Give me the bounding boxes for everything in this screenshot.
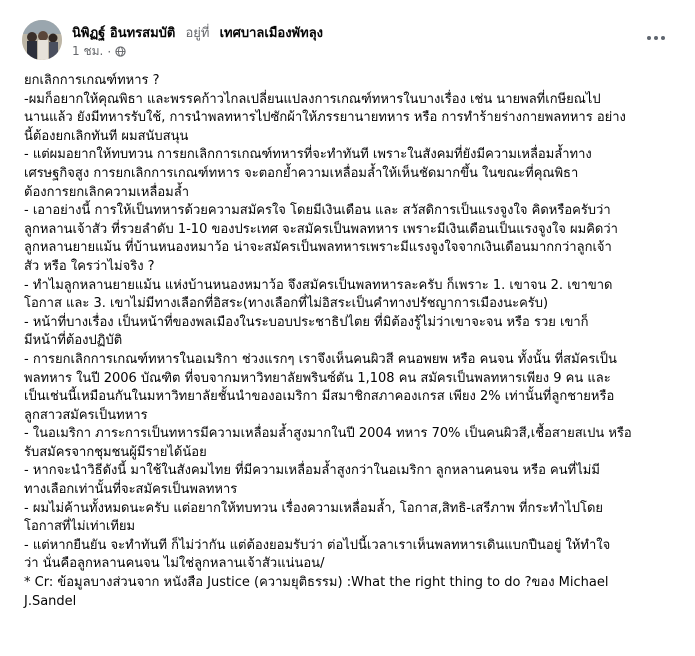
post-text-line: พลทหาร ในปี 2006 บัณฑิต ที่จบจากมหาวิทยาลัยพรินซ์ตัน 1,108 คน สมัครเป็นพลทหารเพียง 9 คน และ — [24, 370, 611, 386]
post-text-line: - ทำไมลูกหลานยายแม้น แห่งบ้านหนองหมาว้อ จึงสมัครเป็นพลทหารละครับ ก็เพราะ 1. เขาจน 2. เขาขาด — [24, 277, 613, 293]
post-text-line: * Cr: ข้อมูลบางส่วนจาก หนังสือ Justice (ความยุติธรรม) :What the right thing to do ?ของ Michael — [24, 575, 609, 591]
post-text-line: สัว หรือ ใครว่าไม่จริง ? — [24, 258, 155, 274]
more-options-icon[interactable] — [641, 26, 671, 50]
author-name[interactable]: นิพิฏฐ์ อินทรสมบัติ — [72, 26, 176, 41]
post-text-line: รับสมัครจากชุมชนผู้มีรายได้น้อย — [24, 444, 207, 460]
post-text-line: - การยกเลิกการเกณฑ์ทหารในอเมริกา ช่วงแรกๆ เราจึงเห็นคนผิวสี คนอพยพ หรือ คนจน ทั้งนั้น ที่สมัครเป็น — [24, 351, 617, 367]
location-name[interactable]: เทศบาลเมืองพัทลุง — [219, 26, 324, 41]
avatar-photo — [22, 20, 62, 60]
post-text-line: ลูกหลานยายแม้น ที่บ้านหนองหมาว้อ น่าจะสมัครเป็นพลทหารเพราะมีแรงจูงใจจากเงินเดือนมากกว่าลูกเจ้า — [24, 240, 612, 256]
post-text-line: J.Sandel — [24, 593, 77, 609]
post-text-line: เศรษฐกิจสูง การยกเลิกการเกณฑ์ทหาร จะตอกย้ำความเหลื่อมล้ำให้เห็นชัดมากขึ้น ในขณะที่คุณพิธา — [24, 165, 579, 181]
post-header — [22, 20, 673, 64]
more-dot — [654, 36, 658, 40]
post-text-line: ลูกสาวสมัครเป็นทหาร — [24, 407, 148, 423]
post-text-line: นานแล้ว ยังมีทหารรับใช้, การนำพลทหารไปซักผ้าให้ภรรยานายทหาร หรือ การทำร้ายร่างกายพลทหาร อย่าง — [24, 110, 626, 126]
globe-icon[interactable] — [115, 46, 126, 57]
post-text-line: ทางเลือกเท่านั้นที่จะสมัครเป็นพลทหาร — [24, 482, 238, 498]
post-text-line: - หน้าที่บางเรื่อง เป็นหน้าที่ของพลเมืองในระบอบประชาธิปไตย ที่มิต้องรู้ไม่ว่าเขาจะจน หรือ รวย เขาก็ — [24, 314, 589, 330]
more-dot — [647, 36, 651, 40]
post-text-line: - แต่ผมอยากให้ทบทวน การยกเลิกการเกณฑ์ทหารที่จะทำทันที เพราะในสังคมที่ยังมีความเหลื่อมล้ำทาง — [24, 147, 592, 163]
meta-separator: · — [107, 44, 112, 59]
post-text-line: โอกาส และ 3. เขาไม่มีทางเลือกที่อิสระ(ทางเลือกที่ไม่อิสระเป็นคำทางปรัชญาการเมืองนะครับ) — [24, 296, 549, 312]
post-text-line: -ผมก็อยากให้คุณพิธา และพรรคก้าวไกลเปลี่ยนแปลงการเกณฑ์ทหารในบางเรื่อง เช่น นายพลที่เกษียณไป — [24, 91, 601, 107]
post-time[interactable]: 1 ชม. — [72, 44, 104, 58]
more-dot — [661, 36, 665, 40]
post-text-line: - เอาอย่างนี้ การให้เป็นทหารด้วยความสมัครใจ โดยมีเงินเดือน และ สวัสดิการเป็นแรงจูงใจ คิดหรือครับว่า — [24, 203, 611, 219]
post-text-line: มีหน้าที่ต้องปฏิบัติ — [24, 333, 123, 349]
post-text-line: ลูกหลานเจ้าสัว ที่รวยลำดับ 1-10 ของประเทศ จะสมัครเป็นพลทหาร เพราะมีเงินเดือนเป็นแรงจูงใจ ผมคิดว่า — [24, 221, 618, 237]
post-text-line: - หากจะนำวิธีดังนี้ มาใช้ในสังคมไทย ที่มีความเหลื่อมล้ำสูงกว่าในอเมริกา ลูกหลานคนจน หรือ คนที่ไม่มี — [24, 463, 600, 479]
post-text-line: โอกาสที่ไม่เท่าเทียม — [24, 519, 136, 535]
post-body — [24, 72, 674, 611]
post-text-line: ยกเลิกการเกณฑ์ทหาร ? — [24, 73, 160, 88]
avatar[interactable] — [22, 20, 62, 60]
post-meta — [72, 42, 126, 61]
post-text-line: นี้ต้องยกเลิกทันที ผมสนับสนุน — [24, 128, 189, 144]
location-prefix: อยู่ที่ — [185, 26, 210, 41]
author-line — [72, 22, 323, 43]
post-text-line: - ผมไม่ค้านทั้งหมดนะครับ แต่อยากให้ทบทวน เรื่องความเหลื่อมล้ำ, โอกาส,สิทธิ-เสรีภาพ ที่กระทำไปโดย — [24, 500, 604, 516]
post-text-line: ว่า นั่นคือลูกหลานคนจน ไม่ใช่ลูกหลานเจ้าสัวแน่นอน/ — [24, 556, 325, 572]
post-text-line: - ในอเมริกา ภาระการเป็นทหารมีความเหลื่อมล้ำสูงมากในปี 2004 ทหาร 70% เป็นคนผิวสี,เชื้อสายสเปน หรือ — [24, 426, 632, 442]
post-text-line: - แต่หากยืนยัน จะทำทันที ก็ไม่ว่ากัน แต่ต้องยอมรับว่า ต่อไปนี้เวลาเราเห็นพลทหารเดินแบกปืนอยู่ ให้ทำใจ — [24, 537, 611, 553]
post-text-line: ต้องการยกเลิกความเหลื่อมล้ำ — [24, 184, 190, 200]
post-text-line: เป็นเช่นนี้เหมือนกันในมหาวิทยาลัยชั้นนำของอเมริกา มีสมาชิกสภาคองเกรส เพียง 2% เท่านั้นที่ลูกชายหรือ — [24, 389, 615, 405]
